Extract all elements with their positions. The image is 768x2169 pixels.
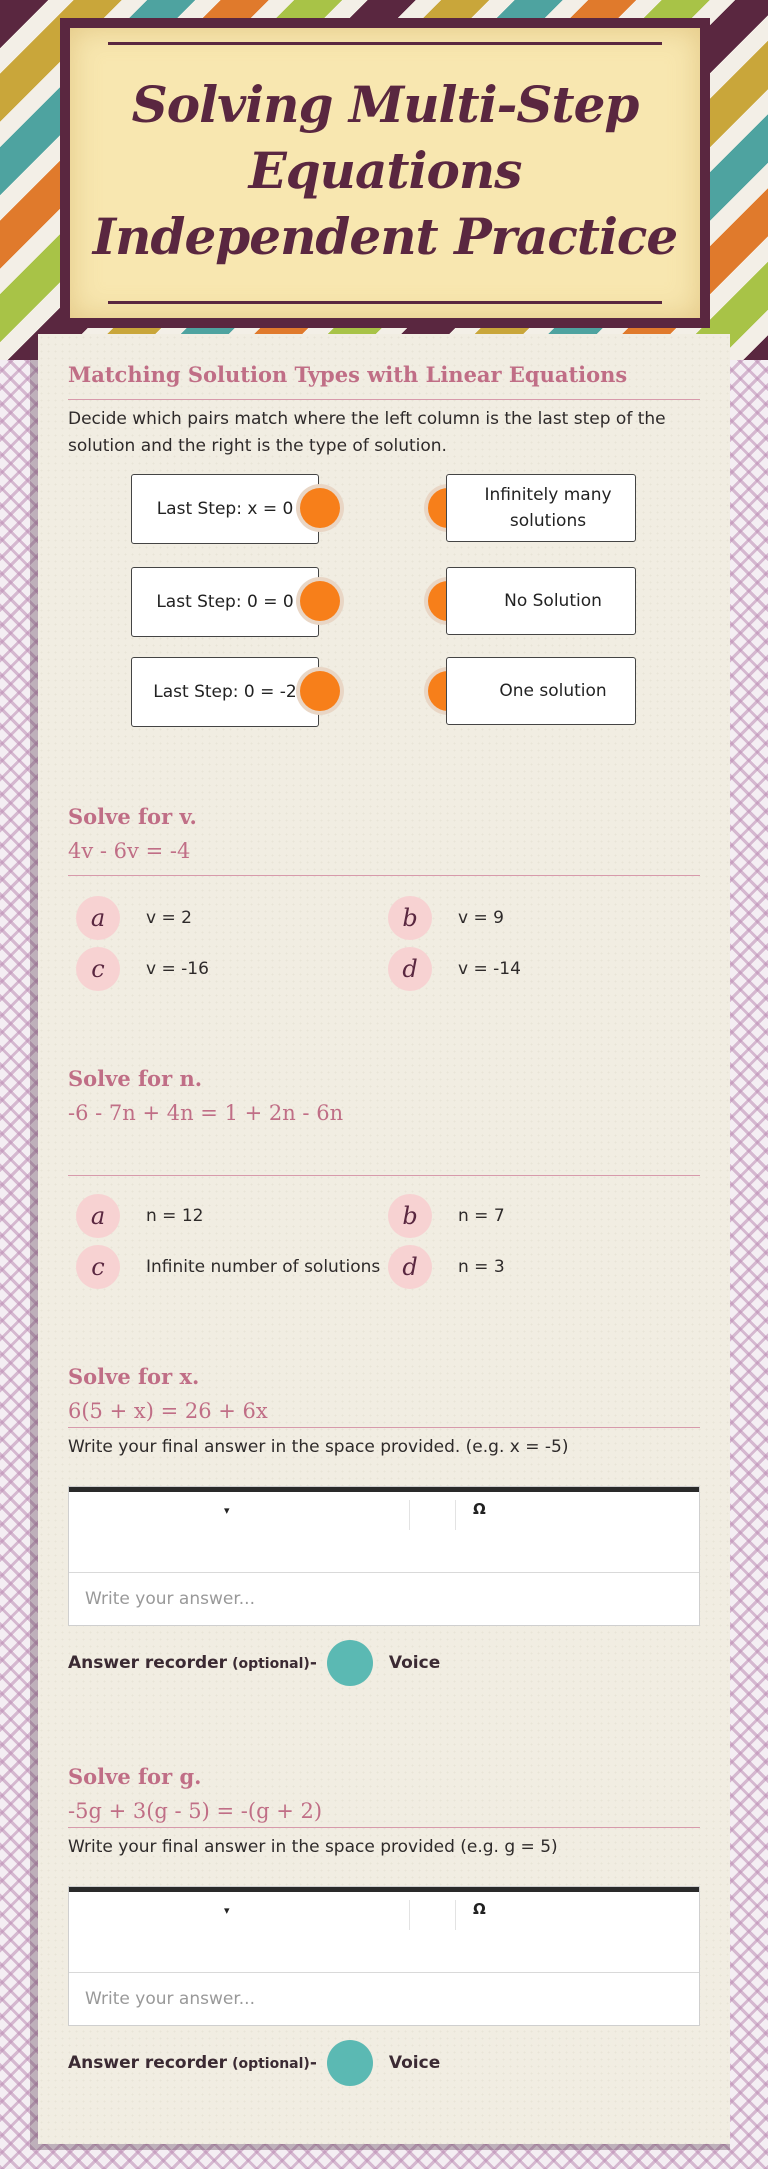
q3-instruction: Write your final answer in the space provided. (e.g. x = -5) — [68, 1437, 569, 1457]
toolbar-separator — [455, 1900, 456, 1930]
match-left-2-label: Last Step: 0 = 0 — [156, 592, 294, 612]
toolbar-separator — [409, 1500, 410, 1530]
choice-letter-badge: b — [388, 896, 432, 940]
worksheet-paper — [38, 334, 730, 2144]
title-rule-bottom — [108, 301, 662, 304]
q3-answer-recorder — [68, 1640, 440, 1686]
question-solve-x — [68, 1364, 700, 1461]
match-right-3-label: One solution — [499, 681, 607, 701]
q3-equation: 6(5 + x) = 26 + 6x — [68, 1399, 268, 1423]
matching-title: Matching Solution Types with Linear Equations — [68, 362, 628, 387]
q1-choice-d[interactable] — [388, 947, 521, 991]
q2-choice-a[interactable] — [76, 1194, 203, 1238]
q1-choice-a[interactable] — [76, 896, 192, 940]
title-line-2: Equations — [248, 141, 522, 200]
match-left-3-label: Last Step: 0 = -2 — [153, 682, 297, 702]
choice-text: v = -16 — [146, 959, 209, 979]
q4-answer-input[interactable]: Write your answer... — [85, 1989, 255, 2009]
matching-divider — [68, 399, 700, 400]
recorder-dash: - — [309, 1653, 317, 1673]
page-title — [90, 72, 680, 270]
question-solve-g — [68, 1764, 700, 1861]
match-left-3-handle[interactable] — [300, 671, 340, 711]
choice-text: v = 2 — [146, 908, 192, 928]
match-left-2[interactable] — [131, 567, 319, 637]
match-left-1[interactable] — [131, 474, 319, 544]
q2-choice-c[interactable] — [76, 1245, 380, 1289]
special-characters-icon[interactable]: Ω — [473, 1500, 486, 1518]
q4-editor-toolbar — [69, 1887, 699, 1973]
match-right-2-label: No Solution — [504, 591, 602, 611]
match-right-3[interactable] — [446, 657, 636, 725]
format-dropdown-icon[interactable]: ▾ — [224, 1904, 230, 1917]
choice-letter-badge: a — [76, 1194, 120, 1238]
recorder-label: Answer recorder — [68, 2053, 228, 2073]
choice-text: n = 3 — [458, 1257, 505, 1277]
q3-answer-input[interactable]: Write your answer... — [85, 1589, 255, 1609]
q3-divider — [68, 1427, 700, 1428]
match-left-1-label: Last Step: x = 0 — [156, 499, 294, 519]
q1-divider — [68, 875, 700, 876]
q4-answer-editor — [68, 1886, 700, 2026]
toolbar-separator — [409, 1900, 410, 1930]
recorder-label: Answer recorder — [68, 1653, 228, 1673]
matching-description: Decide which pairs match where the left column is the last step of the solution and the right is the type of solution. — [68, 409, 666, 456]
matching-section — [68, 362, 700, 460]
q1-choice-c[interactable] — [76, 947, 209, 991]
q1-title: Solve for v. — [68, 804, 197, 829]
q2-divider — [68, 1175, 700, 1176]
special-characters-icon[interactable]: Ω — [473, 1900, 486, 1918]
choice-letter-badge: d — [388, 947, 432, 991]
title-rule-top — [108, 42, 662, 45]
choice-text: v = -14 — [458, 959, 521, 979]
recorder-dash: - — [309, 2053, 317, 2073]
q4-answer-recorder — [68, 2040, 440, 2086]
title-frame — [60, 18, 710, 328]
record-voice-button[interactable] — [327, 2040, 373, 2086]
choice-letter-badge: c — [76, 947, 120, 991]
choice-text: n = 7 — [458, 1206, 505, 1226]
q2-equation: -6 - 7n + 4n = 1 + 2n - 6n — [68, 1101, 344, 1125]
q1-choice-b[interactable] — [388, 896, 504, 940]
q1-equation: 4v - 6v = -4 — [68, 839, 191, 863]
question-solve-n — [68, 1066, 700, 1176]
q4-title: Solve for g. — [68, 1764, 202, 1789]
q2-choice-b[interactable] — [388, 1194, 505, 1238]
title-card — [70, 28, 700, 318]
match-left-1-handle[interactable] — [300, 488, 340, 528]
match-left-2-handle[interactable] — [300, 581, 340, 621]
q3-title: Solve for x. — [68, 1364, 200, 1389]
q4-equation: -5g + 3(g - 5) = -(g + 2) — [68, 1799, 323, 1823]
choice-letter-badge: c — [76, 1245, 120, 1289]
q2-choice-d[interactable] — [388, 1245, 505, 1289]
toolbar-separator — [455, 1500, 456, 1530]
q3-editor-toolbar — [69, 1487, 699, 1573]
choice-text: Infinite number of solutions — [146, 1257, 381, 1277]
voice-label: Voice — [388, 1653, 441, 1673]
match-right-1[interactable] — [446, 474, 636, 542]
match-right-1-label: Infinitely many solutions — [484, 485, 612, 531]
choice-letter-badge: d — [388, 1245, 432, 1289]
title-line-3: Independent Practice — [92, 207, 678, 266]
recorder-optional: (optional) — [232, 2056, 310, 2072]
q3-answer-editor — [68, 1486, 700, 1626]
title-line-1: Solving Multi-Step — [131, 75, 639, 134]
choice-text: n = 12 — [146, 1206, 204, 1226]
match-right-2[interactable] — [446, 567, 636, 635]
question-solve-v — [68, 804, 700, 876]
q4-divider — [68, 1827, 700, 1828]
choice-letter-badge: a — [76, 896, 120, 940]
header-banner — [0, 0, 768, 360]
voice-label: Voice — [388, 2053, 441, 2073]
q4-instruction: Write your final answer in the space provided (e.g. g = 5) — [68, 1837, 558, 1857]
record-voice-button[interactable] — [327, 1640, 373, 1686]
choice-text: v = 9 — [458, 908, 504, 928]
q2-title: Solve for n. — [68, 1066, 203, 1091]
format-dropdown-icon[interactable]: ▾ — [224, 1504, 230, 1517]
match-left-3[interactable] — [131, 657, 319, 727]
recorder-optional: (optional) — [232, 1656, 310, 1672]
choice-letter-badge: b — [388, 1194, 432, 1238]
